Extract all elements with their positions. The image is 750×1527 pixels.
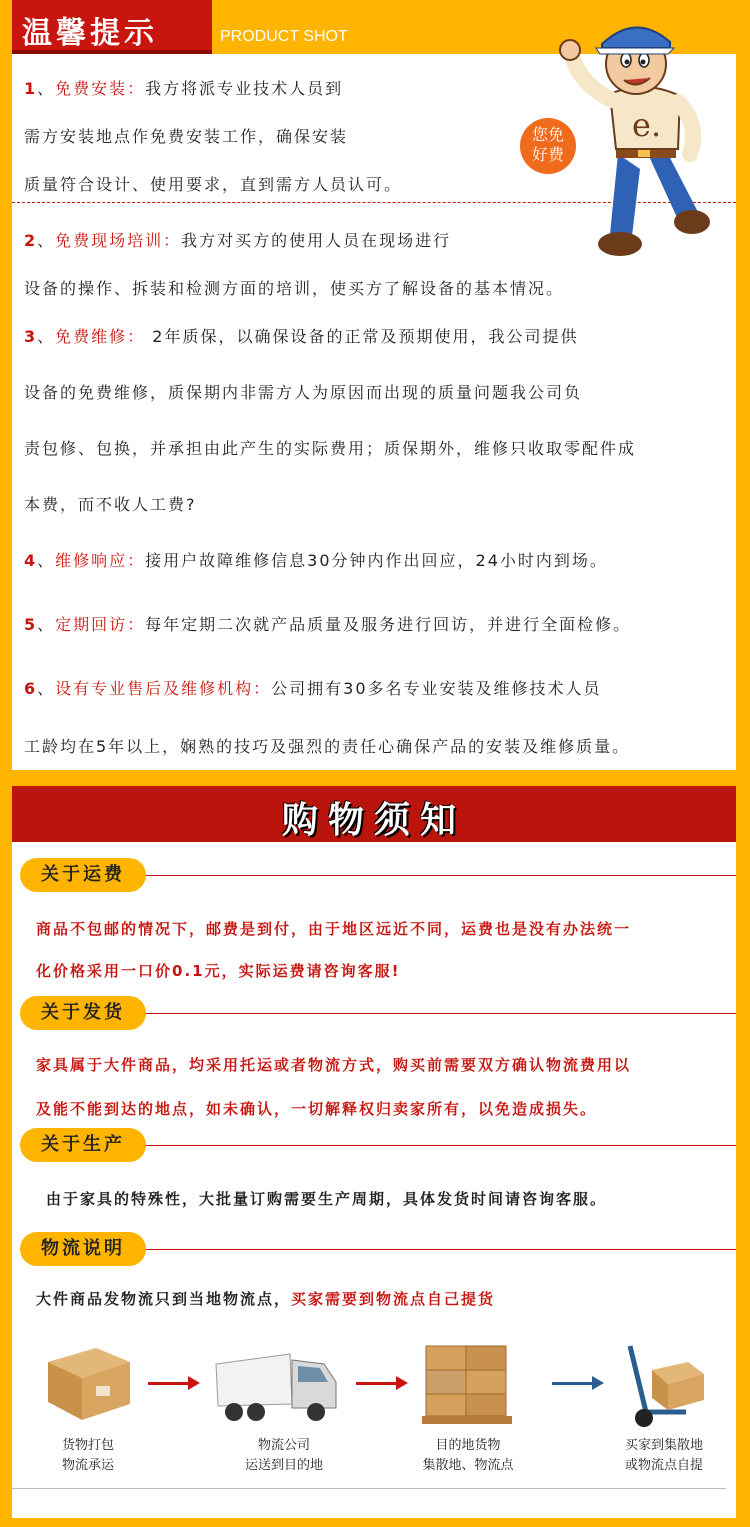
- truck-icon: [212, 1346, 342, 1426]
- item-3-line-1: 3、免费维修： 2年质保，以确保设备的正常及预期使用，我公司提供: [24, 327, 579, 346]
- item-3-line-2: 设备的免费维修，质保期内非需方人为原因而出现的质量问题我公司负: [24, 383, 583, 402]
- service-panel: [12, 0, 736, 770]
- flow-step-4-label: 买家到集散地 或物流点自提: [624, 1438, 703, 1473]
- shipping-fee-line-1: 商品不包邮的情况下，邮费是到付，由于地区远近不同，运费也是没有办法统一: [36, 920, 632, 938]
- package-box-icon: [40, 1340, 136, 1424]
- arrow-icon: [552, 1382, 600, 1385]
- item-2-line-1: 2、免费现场培训：我方对买方的使用人员在现场进行: [24, 231, 452, 250]
- section-line: [146, 1013, 736, 1014]
- item-6-line-2: 工龄均在5年以上，娴熟的技巧及强烈的责任心确保产品的安装及维修质量。: [24, 737, 631, 756]
- arrow-icon: [148, 1382, 196, 1385]
- pallet-boxes-icon: [420, 1338, 516, 1428]
- hand-truck-icon: [616, 1340, 712, 1430]
- item-6-line-1: 6、设有专业售后及维修机构：公司拥有30多名专业安装及维修技术人员: [24, 679, 602, 698]
- item-5-line-1: 5、定期回访：每年定期二次就产品质量及服务进行回访，并进行全面检修。: [24, 615, 632, 634]
- section-line: [146, 875, 736, 876]
- delivery-line-2: 及能不能到达的地点，如未确认，一切解释权归卖家所有，以免造成损失。: [36, 1100, 598, 1118]
- section-tag-production: 关于生产: [20, 1128, 146, 1162]
- header-title-box: [12, 0, 212, 54]
- free-bubble: 您免 好费: [520, 118, 576, 174]
- shopping-notice-panel: [12, 842, 736, 1518]
- section-tag-shipping-fee: 关于运费: [20, 858, 146, 892]
- item-2-line-2: 设备的操作、拆装和检测方面的培训，使买方了解设备的基本情况。: [24, 279, 565, 298]
- header-title: 温馨提示: [22, 16, 158, 51]
- section-tag-delivery: 关于发货: [20, 996, 146, 1030]
- bottom-rule: [12, 1488, 726, 1489]
- flow-step-2-label: 物流公司 运送到目的地: [244, 1438, 323, 1473]
- section-line: [146, 1249, 736, 1250]
- delivery-line-1: 家具属于大件商品，均采用托运或者物流方式，购买前需要双方确认物流费用以: [36, 1056, 632, 1074]
- header-subtitle: PRODUCT SHOT: [220, 28, 348, 45]
- arrow-icon: [356, 1382, 404, 1385]
- item-3-line-4: 本费，而不收人工费?: [24, 495, 197, 514]
- item-4-line-1: 4、维修响应：接用户故障维修信息30分钟内作出回应，24小时内到场。: [24, 551, 608, 570]
- shopping-notice-banner: [12, 786, 736, 842]
- production-line-1: 由于家具的特殊性，大批量订购需要生产周期，具体发货时间请咨询客服。: [46, 1190, 608, 1208]
- shipping-fee-line-2: 化价格采用一口价0.1元，实际运费请咨询客服!: [36, 962, 401, 980]
- item-1-line-1: 1、免费安装：我方将派专业技术人员到: [24, 79, 344, 98]
- svg-text:e.: e.: [632, 106, 662, 144]
- shopping-notice-title: 购物须知: [281, 800, 466, 841]
- section-tag-logistics: 物流说明: [20, 1232, 146, 1266]
- flow-step-1-label: 货物打包 物流承运: [61, 1438, 114, 1473]
- item-1-line-3: 质量符合设计、使用要求，直到需方人员认可。: [24, 175, 403, 194]
- logistics-line-1: 大件商品发物流只到当地物流点，买家需要到物流点自己提货: [36, 1290, 496, 1308]
- item-3-line-3: 责包修、包换，并承担由此产生的实际费用；质保期外，维修只收取零配件成: [24, 439, 637, 458]
- flow-step-3-label: 目的地货物 集散地、物流点: [422, 1438, 514, 1473]
- section-line: [146, 1145, 736, 1146]
- item-1-line-2: 需方安装地点作免费安装工作，确保安装: [24, 127, 349, 146]
